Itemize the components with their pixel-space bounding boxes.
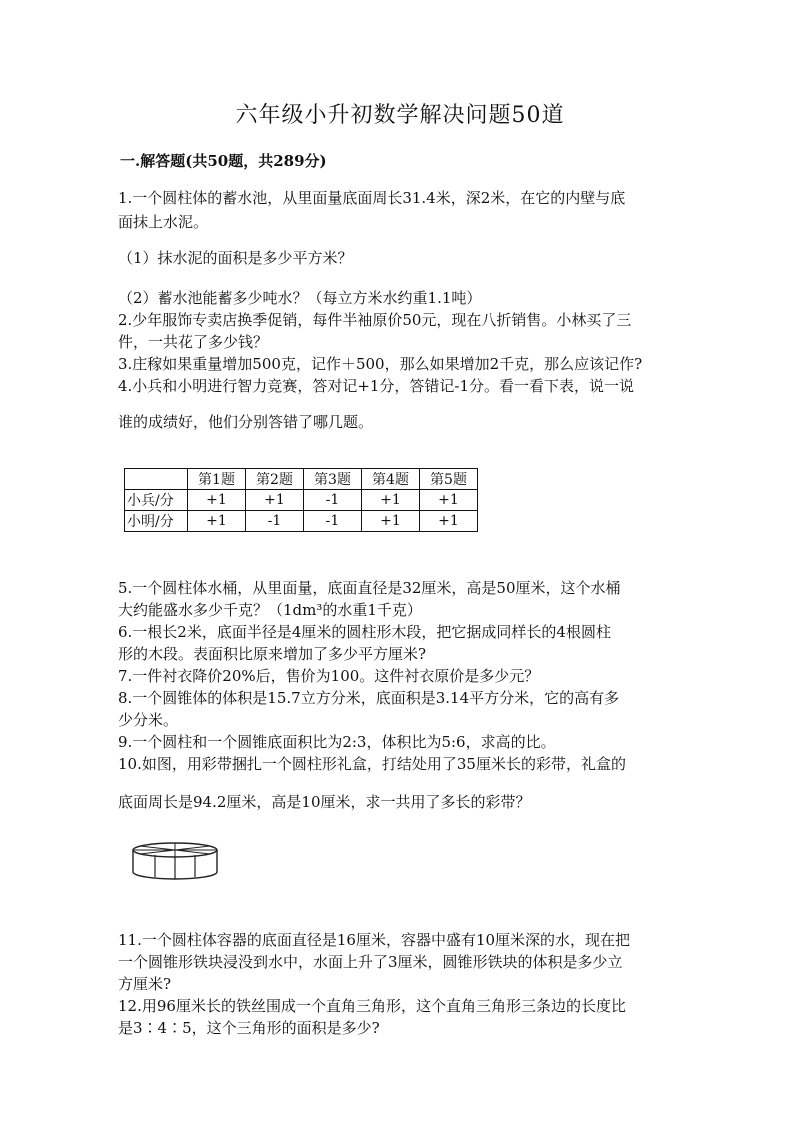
table-row [125,490,478,511]
problem-line: 12.用96厘米长的铁丝围成一个直角三角形，这个直角三角形三条边的长度比 [118,997,626,1015]
table-cell: +1 [362,511,420,532]
problem-line: 10.如图，用彩带捆扎一个圆柱形礼盒，打结处用了35厘米长的彩带，礼盒的 [118,755,626,773]
problem-line: 8.一个圆锥体的体积是15.7立方分米，底面积是3.14平方分米，它的高有多 [118,689,620,707]
table-cell [125,469,188,490]
problem-line: 是3∶4∶5，这个三角形的面积是多少? [118,1019,380,1037]
table-header-cell: 第4题 [362,469,420,490]
problem-line: 大约能盛水多少千克？（1dm³的水重1千克） [118,601,422,619]
problem-line: 2.少年服饰专卖店换季促销，每件半袖原价50元，现在八折销售。小林买了三 [118,311,632,329]
gift-box-cylinder-icon [130,840,222,882]
problem-line: 形的木段。表面积比原来增加了多少平方厘米? [118,645,427,663]
table-cell: -1 [304,490,362,511]
table-cell: 小兵/分 [125,490,188,511]
problem-line: 谁的成绩好，他们分别答错了哪几题。 [118,413,374,431]
problem-line: （2）蓄水池能蓄多少吨水？（每立方米水约重1.1吨） [118,289,482,307]
problem-line: 4.小兵和小明进行智力竞赛，答对记+1分，答错记-1分。看一看下表，说一说 [118,377,635,395]
problem-line: 1.一个圆柱体的蓄水池，从里面量底面周长31.4米，深2米，在它的内壁与底 [118,189,626,207]
table-cell: +1 [420,511,478,532]
problem-line: 11.一个圆柱体容器的底面直径是16厘米，容器中盛有10厘米深的水，现在把 [118,931,631,949]
table-cell: +1 [420,490,478,511]
table-cell: 小明/分 [125,511,188,532]
section-heading: 一.解答题(共50题，共289分) [120,152,327,170]
problem-line: 5.一个圆柱体水桶，从里面量，底面直径是32厘米，高是50厘米，这个水桶 [118,579,621,597]
table-header-row [125,469,478,490]
table-header-cell: 第5题 [420,469,478,490]
table-cell: +1 [188,490,246,511]
table-header-cell: 第2题 [246,469,304,490]
table-cell: +1 [246,490,304,511]
table-row [125,511,478,532]
score-table [124,468,478,532]
problem-line: 件，一共花了多少钱？ [118,333,269,351]
page-title: 六年级小升初数学解决问题50道 [235,103,565,128]
problem-line: 底面周长是94.2厘米，高是10厘米，求一共用了多长的彩带？ [118,793,531,811]
table-cell: -1 [246,511,304,532]
table-cell: +1 [188,511,246,532]
problem-line: 一个圆锥形铁块浸没到水中，水面上升了3厘米，圆锥形铁块的体积是多少立 [118,953,623,971]
table-header-cell: 第1题 [188,469,246,490]
table-cell: -1 [304,511,362,532]
problem-line: 9.一个圆柱和一个圆锥底面积比为2:3，体积比为5:6，求高的比。 [118,733,556,751]
problem-line: 方厘米? [118,975,172,993]
problem-line: 7.一件衬衣降价20%后，售价为100。这件衬衣原价是多少元？ [118,667,540,685]
problem-line: 3.庄稼如果重量增加500克，记作＋500，那么如果增加2千克，那么应该记作? [118,355,643,373]
problem-line: （1）抹水泥的面积是多少平方米？ [118,249,353,267]
table-header-cell: 第3题 [304,469,362,490]
problem-line: 面抹上水泥。 [118,213,209,231]
problem-line: 少分米。 [118,711,179,729]
table-cell: +1 [362,490,420,511]
problem-line: 6.一根长2米，底面半径是4厘米的圆柱形木段，把它据成同样长的4根圆柱 [118,623,611,641]
